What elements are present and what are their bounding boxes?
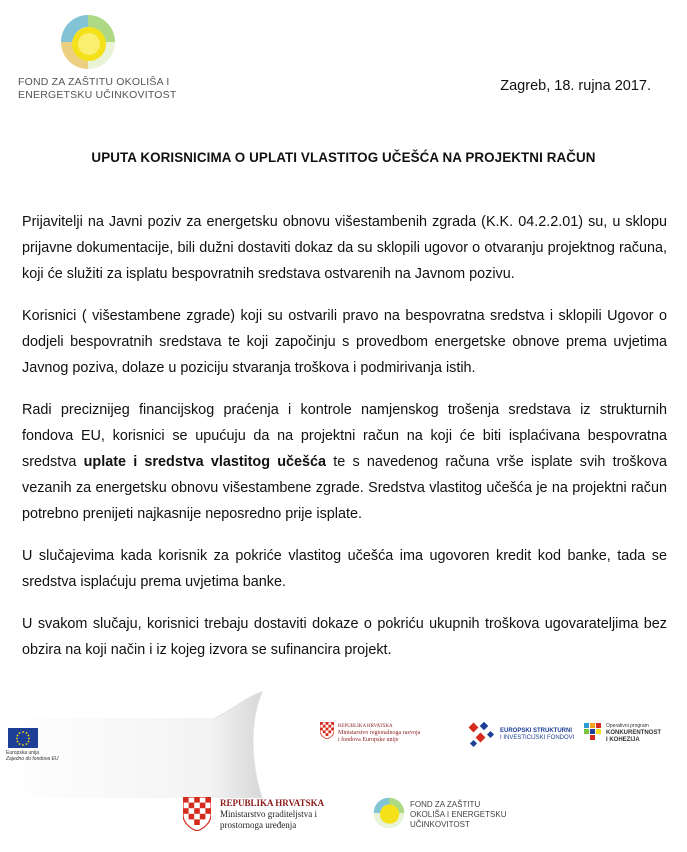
opkk-logo-text <box>606 723 686 744</box>
eu-caption-line-1: Europska unija <box>6 750 40 756</box>
mrrfeu-line-3: i fondova Europske unije <box>338 737 399 743</box>
croatia-coat-of-arms-icon <box>320 722 334 739</box>
esif-logo-text <box>500 728 590 742</box>
paragraph-2: Korisnici ( višestambene zgrade) koji su ostvarili pravo na bespovratna sredstva i sklopili Ugovor o dodjeli bespovratnih sredstava te koji započinju s provedbom energetske obnove prema uvjetima Javnog poziva, dolaze u poziciju stvaranja troškova i podmirivanja istih. <box>22 308 667 376</box>
fzoeu-line-2: OKOLIŠA I ENERGETSKU <box>410 810 507 819</box>
eu-flag-icon <box>8 728 38 748</box>
esif-line-2: I INVESTICIJSKI FONDOVI <box>500 735 575 741</box>
fund-sun-logo-small-icon <box>372 796 406 830</box>
esif-logo-icon <box>468 722 498 750</box>
paragraph-1: Prijavitelji na Javni poziv za energetsku obnovu višestambenih zgrada (K.K. 04.2.2.01) su, u sklopu prijavne dokumentacije, bili dužni dostaviti dokaz da su sklopili ugovor o otvaranju projektnog računa, koji će služiti za isplatu bespovratnih sredstava ostvarenih na Javnom pozivu. <box>22 214 667 282</box>
bottom-logos-row <box>0 790 687 850</box>
paragraph-3-part-b: te s navedenog računa vrše isplate svih troškova vezanih za energetsku obnovu višestambene zgrade. Sredstva vlastitog učešća je na projektni račun potrebno prenijeti najkasnije neposredno prije isplate. <box>22 454 667 522</box>
fund-sun-logo-icon <box>58 12 118 72</box>
croatia-coat-of-arms-large-icon <box>183 797 211 831</box>
fund-logo-text <box>18 76 188 102</box>
mrrfeu-logo-text <box>338 723 448 744</box>
eu-caption-line-2: Zajedno do fondova EU <box>6 756 59 762</box>
mgipu-line-3: prostornoga uređenja <box>220 820 297 830</box>
paragraph-3-part-a: Radi preciznijeg financijskog praćenja i kontrole namjenskog trošenja sredstava iz strukturnih fondova EU, korisnici se upućuju da na projektni račun na koji će biti isplaćivana bespovratna sredstva <box>22 402 667 470</box>
paragraph-5: U svakom slučaju, korisnici trebaju dostaviti dokaze o pokriću ukupnih troškova ugovarateljima bez obzira na koji način i iz kojeg izvora se sufinancira projekt. <box>22 616 667 658</box>
fund-logo-line-2: ENERGETSKU UČINKOVITOST <box>18 89 177 101</box>
esif-line-1: EUROPSKI STRUKTURNI <box>500 728 573 734</box>
document-title: UPUTA KORISNICIMA O UPLATI VLASTITOG UČEŠĆA NA PROJEKTNI RAČUN <box>91 150 596 165</box>
opkk-line-3: I KOHEZIJA <box>606 737 640 743</box>
paragraph-4: U slučajevima kada korisnik za pokriće vlastitog učešća ima ugovoren kredit kod banke, tada se sredstva isplaćuju prema uvjetima banke. <box>22 548 667 590</box>
fzoeu-line-3: UČINKOVITOST <box>410 820 470 829</box>
mgipu-line-2: Ministarstvo graditeljstva i <box>220 809 317 819</box>
opkk-line-1: Operativni program <box>606 723 649 729</box>
opkk-logo-icon <box>584 723 602 741</box>
mgipu-line-1: REPUBLIKA HRVATSKA <box>220 798 325 808</box>
opkk-line-2: KONKURENTNOST <box>606 730 661 736</box>
document-date: Zagreb, 18. rujna 2017. <box>500 78 651 94</box>
fund-logo-line-1: FOND ZA ZAŠTITU OKOLIŠA I <box>18 76 170 88</box>
paragraph-3-bold: uplate i sredstva vlastitog učešća <box>83 454 327 470</box>
footer-logos-row <box>0 690 687 800</box>
document-body <box>22 209 667 679</box>
fzoeu-line-1: FOND ZA ZAŠTITU <box>410 800 481 809</box>
page-curl-decoration-icon <box>0 690 270 800</box>
mrrfeu-line-2: Ministarstvo regionalnoga razvoja <box>338 730 421 736</box>
fzoeu-logo-text <box>410 800 530 830</box>
paragraph-3 <box>22 397 667 527</box>
header-logo-block <box>18 8 188 108</box>
mgipu-logo-text <box>220 798 350 831</box>
mrrfeu-line-1: REPUBLIKA HRVATSKA <box>338 724 393 729</box>
eu-caption <box>6 750 66 762</box>
